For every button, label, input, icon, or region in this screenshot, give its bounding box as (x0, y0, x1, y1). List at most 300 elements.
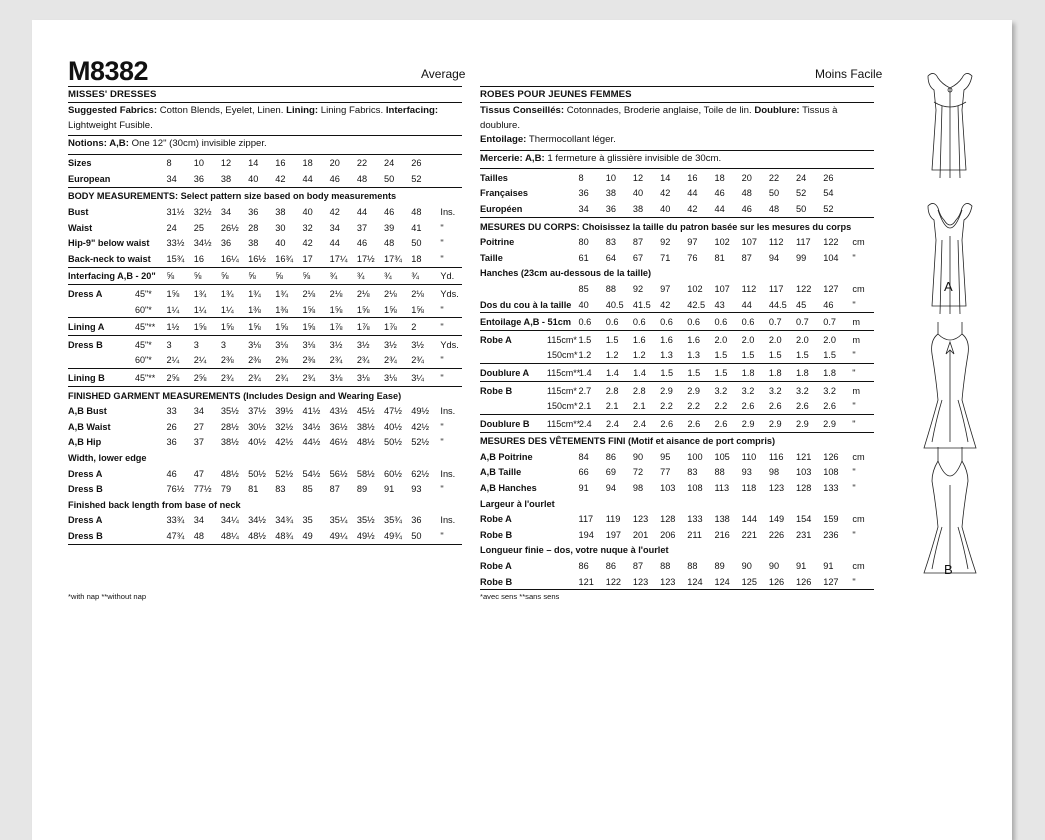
size-value: 0.6 (714, 317, 728, 328)
size-value: 1⅝ (220, 322, 234, 333)
row-label: Poitrine (480, 237, 515, 248)
size-value: 84 (578, 451, 589, 462)
fabric-width: 45"** (134, 322, 156, 333)
table-row (68, 337, 462, 353)
size-value: 40½ (248, 437, 266, 448)
size-value: 2.6 (687, 418, 701, 429)
size-value: 44 (687, 188, 698, 199)
size-value: 47¾ (166, 530, 185, 541)
size-value: 3½ (384, 339, 397, 350)
size-value: 40.5 (605, 299, 624, 310)
size-value: 3½ (356, 339, 370, 350)
row-label: Robe A (480, 514, 512, 525)
dress-a-back-sketch (928, 203, 972, 314)
size-value: 56½ (329, 468, 348, 479)
size-value: 40 (248, 173, 259, 184)
fabrics-paragraph (480, 103, 874, 150)
size-value: 43 (714, 299, 725, 310)
size-value: 2.7 (578, 385, 592, 396)
size-value: 194 (578, 529, 594, 540)
size-value: 45½ (356, 406, 375, 417)
row-label: European (68, 173, 111, 184)
notions-label: Mercerie: A,B: (480, 152, 545, 164)
fabric-width: 150cm* (546, 350, 578, 361)
size-value: 2.9 (823, 418, 836, 429)
size-value: 2.6 (714, 418, 728, 429)
size-value: 94 (605, 483, 616, 494)
size-value: 1.8 (768, 367, 782, 378)
table-row (68, 302, 462, 318)
size-value: 88 (687, 561, 698, 572)
size-value: 127 (823, 576, 839, 587)
size-value: 34 (220, 207, 232, 218)
size-value: 90 (768, 561, 780, 572)
row-label: Largeur à l'ourlet (480, 498, 555, 509)
size-value: 3⅛ (302, 339, 316, 350)
fabric-width: 60"* (134, 304, 152, 315)
size-value: 34 (193, 515, 204, 526)
size-value: 85 (302, 484, 313, 495)
size-value: 3.2 (714, 385, 728, 396)
table-row (68, 220, 462, 236)
size-value: 226 (768, 529, 785, 540)
size-value: 34½ (248, 515, 266, 526)
size-value: 47½ (384, 406, 402, 417)
size-value: 40 (275, 238, 286, 249)
size-value: 60½ (384, 468, 402, 479)
table-row (480, 348, 874, 364)
size-value: 22 (356, 158, 368, 169)
dress-a-front-sketch (928, 73, 972, 178)
row-label: Doublure A (480, 367, 530, 378)
size-value: 67 (632, 252, 644, 263)
size-value: 86 (605, 451, 616, 462)
size-value: 87 (632, 561, 644, 572)
table-row (480, 201, 874, 217)
size-value: 87 (632, 237, 644, 248)
size-value: 16¾ (275, 253, 294, 264)
size-value: 1.5 (605, 334, 619, 345)
unit: Yds. (440, 289, 459, 300)
size-value: 216 (714, 529, 730, 540)
table-row (480, 234, 874, 250)
size-value: 34¼ (220, 515, 239, 526)
fabric-width: 45"* (134, 339, 152, 350)
row-label: Hanches (23cm au-dessous de la taille) (480, 268, 652, 279)
size-value: 61 (578, 252, 589, 263)
size-value: 43½ (329, 406, 348, 417)
size-value: 14 (660, 172, 671, 183)
fabrics-paragraph (68, 103, 462, 135)
table-row (68, 466, 462, 482)
size-value: 44 (356, 207, 368, 218)
size-value: 3.2 (796, 385, 809, 396)
table-block (480, 168, 874, 217)
size-value: 1⅝ (329, 304, 343, 315)
size-value: 1¼ (193, 304, 207, 315)
size-value: 122 (605, 576, 622, 587)
size-value: 48½ (248, 530, 266, 541)
size-value: 28½ (220, 421, 239, 432)
interfacing-label: Entoilage: (480, 134, 527, 145)
lining-text: Tissus à doublure. (480, 105, 838, 131)
size-value: ¾ (329, 271, 338, 282)
size-value: 39½ (275, 406, 294, 417)
size-value: 197 (605, 529, 622, 540)
size-value: 124 (714, 576, 730, 587)
table-row (480, 543, 874, 559)
unit: " (440, 304, 444, 315)
unit: " (852, 418, 856, 429)
unit: cm (852, 283, 865, 294)
size-value: 149 (768, 514, 785, 525)
size-value: ⅝ (220, 271, 229, 282)
size-value: 52 (796, 188, 807, 199)
table-row (68, 319, 462, 335)
row-label: Bust (68, 207, 89, 218)
row-label: Françaises (480, 188, 529, 199)
unit: " (440, 421, 444, 432)
size-value: 2.1 (632, 401, 646, 412)
row-label: Longueur finie – dos, votre nuque à l'ourlet (480, 545, 669, 556)
size-value: 25 (193, 222, 204, 233)
size-value: 20 (741, 172, 752, 183)
size-value: 1.5 (741, 350, 755, 361)
size-value: 108 (823, 467, 839, 478)
size-value: 91 (578, 483, 589, 494)
size-value: 48¾ (275, 530, 294, 541)
size-value: 48¼ (220, 530, 239, 541)
size-value: 3⅛ (329, 373, 343, 384)
size-value: 102 (714, 237, 730, 248)
unit: Ins. (440, 406, 456, 417)
size-value: 36½ (329, 421, 348, 432)
table-block (480, 312, 874, 330)
size-value: 32½ (275, 421, 294, 432)
size-value: 236 (823, 529, 839, 540)
size-value: 36 (220, 238, 232, 249)
size-value: 36 (411, 515, 422, 526)
size-value: 110 (741, 451, 757, 462)
table-block (68, 154, 462, 187)
unit: m (852, 385, 861, 396)
unit: " (440, 238, 444, 249)
size-value: 100 (687, 451, 703, 462)
table-row (480, 250, 874, 266)
size-value: 1.5 (823, 350, 836, 361)
size-value: ⅝ (302, 271, 311, 282)
size-value: 119 (605, 514, 621, 525)
size-value: 2¾ (302, 373, 316, 384)
size-value: 123 (768, 483, 785, 494)
size-value: 32½ (193, 207, 212, 218)
size-value: 2.1 (605, 401, 619, 412)
size-value: 0.7 (796, 317, 809, 328)
size-value: 1⅜ (275, 304, 289, 315)
size-value: 159 (823, 514, 839, 525)
table-block-header: FINISHED GARMENT MEASUREMENTS (Includes Design and Wearing Ease) (68, 390, 402, 401)
table-row (68, 370, 462, 386)
size-value: 1.8 (741, 367, 755, 378)
size-value: 2.0 (714, 334, 728, 345)
size-value: 45 (796, 299, 807, 310)
size-value: 1½ (166, 322, 180, 333)
size-value: 1⅝ (384, 304, 397, 315)
size-value: 38 (275, 207, 286, 218)
size-value: 2¾ (384, 355, 397, 366)
size-value: 127 (823, 283, 839, 294)
size-value: 24 (166, 222, 177, 233)
size-value: 1⅝ (193, 322, 207, 333)
unit: Ins. (440, 468, 456, 479)
size-value: 17½ (356, 253, 375, 264)
size-value: 52 (823, 203, 834, 214)
size-value: 35¼ (329, 515, 348, 526)
size-value: 201 (632, 529, 649, 540)
size-value: 83 (687, 467, 698, 478)
size-value: 1⅝ (302, 322, 316, 333)
size-value: 1⅞ (329, 322, 343, 333)
size-value: 36 (166, 437, 177, 448)
size-value: 1.6 (687, 334, 701, 345)
size-value: 48 (384, 238, 395, 249)
size-value: 2⅝ (166, 373, 180, 384)
row-label: Européen (480, 203, 523, 214)
measurement-tables (480, 168, 874, 590)
size-value: 42 (687, 203, 698, 214)
row-label: Taille (480, 252, 503, 263)
size-value: 42 (660, 299, 671, 310)
size-value: 50½ (248, 468, 266, 479)
size-value: 62½ (411, 468, 430, 479)
size-value: 123 (632, 514, 649, 525)
size-value: 8 (166, 158, 172, 169)
table-row (68, 286, 462, 302)
size-value: 3 (193, 339, 199, 350)
size-value: 1.5 (687, 367, 701, 378)
table-row (480, 527, 874, 543)
size-value: 18 (302, 158, 313, 169)
size-value: 1⅜ (248, 304, 261, 315)
size-value: 49¾ (384, 530, 402, 541)
size-value: ¾ (384, 271, 392, 282)
size-value: 86 (578, 561, 589, 572)
row-label: Dress A (68, 289, 103, 300)
size-value: 27 (193, 421, 204, 432)
size-value: 50½ (384, 437, 402, 448)
size-value: 1⅝ (411, 304, 424, 315)
size-value: 17¼ (329, 253, 348, 264)
unit: Ins. (440, 207, 456, 218)
size-value: 26 (823, 172, 834, 183)
size-value: 1⅞ (384, 322, 397, 333)
size-value: 35½ (220, 406, 239, 417)
table-block (480, 381, 874, 414)
size-value: 1.2 (578, 350, 592, 361)
size-value: 48 (768, 203, 780, 214)
size-value: 2.9 (796, 418, 809, 429)
size-value: 58½ (356, 468, 375, 479)
size-value: 1¾ (220, 289, 234, 300)
size-value: 211 (687, 529, 702, 540)
size-value: 2⅛ (384, 289, 397, 300)
fabrics-text: Cotonnades, Broderie anglaise, Toile de lin. (566, 105, 752, 116)
fabric-width: 60"* (134, 355, 152, 366)
size-value: 3⅛ (384, 373, 397, 384)
size-value: 2.4 (578, 418, 592, 429)
size-value: 0.6 (687, 317, 701, 328)
size-value: 80 (578, 237, 589, 248)
size-value: 50 (411, 238, 422, 249)
size-value: 2¾ (248, 373, 261, 384)
size-value: 39 (384, 222, 395, 233)
size-value: 0.7 (768, 317, 782, 328)
size-value: 34½ (302, 421, 321, 432)
notions-paragraph (480, 150, 874, 169)
table-row (480, 511, 874, 527)
size-value: 93 (741, 467, 752, 478)
size-value: 48½ (356, 437, 375, 448)
unit: " (440, 530, 444, 541)
size-value: 2.2 (687, 401, 701, 412)
size-value: 17 (302, 253, 313, 264)
size-value: 76½ (166, 484, 185, 495)
size-value: 124 (687, 576, 703, 587)
row-label: Hip-9" below waist (68, 238, 150, 249)
size-value: 48 (411, 207, 422, 218)
size-value: 1⅝ (248, 322, 261, 333)
unit: cm (852, 514, 865, 525)
size-value: 133 (687, 514, 703, 525)
size-value: 2¾ (356, 355, 370, 366)
size-value: 86 (605, 561, 616, 572)
size-value: 72 (632, 467, 644, 478)
table-row (68, 513, 462, 529)
lining-label: Doublure: (754, 105, 800, 116)
table-row (480, 416, 874, 432)
difficulty-en: Average (421, 67, 466, 81)
difficulty-fr: Moins Facile (815, 67, 883, 81)
size-value: 206 (660, 529, 676, 540)
table-row (68, 251, 462, 267)
table-row (480, 170, 874, 186)
size-value: 3.2 (741, 385, 755, 396)
size-value: 12 (220, 158, 232, 169)
size-value: 48 (356, 173, 368, 184)
row-label: Entoilage A,B - 51cm (480, 317, 572, 328)
size-value: 2¼ (193, 355, 207, 366)
row-label: Robe B (480, 385, 513, 396)
size-value: 95 (660, 451, 671, 462)
size-value: 2.8 (632, 385, 646, 396)
size-value: ⅝ (166, 271, 175, 282)
size-value: 14 (248, 158, 259, 169)
size-value: 1⅝ (275, 322, 289, 333)
size-value: 44 (714, 203, 725, 214)
size-value: 46½ (329, 437, 348, 448)
table-block (68, 368, 462, 386)
row-label: Dress A (68, 515, 103, 526)
table-row (480, 465, 874, 481)
unit: Yd. (440, 271, 455, 282)
size-value: 81 (714, 252, 725, 263)
size-value: 24 (796, 172, 807, 183)
size-value: 87 (329, 484, 340, 495)
size-value: 144 (741, 514, 757, 525)
view-b-label: B (944, 562, 953, 577)
size-value: 42 (329, 207, 340, 218)
size-value: 121 (578, 576, 594, 587)
size-value: 3½ (411, 339, 424, 350)
size-value: 46 (741, 203, 752, 214)
table-row (480, 266, 874, 282)
size-value: 18 (714, 172, 725, 183)
size-value: 93 (411, 484, 422, 495)
table-row (480, 314, 874, 330)
notions-paragraph (68, 135, 462, 154)
row-label: Robe A (480, 561, 512, 572)
size-value: 2.4 (633, 418, 646, 429)
table-row (480, 365, 874, 381)
size-value: 37 (356, 222, 368, 233)
size-value: 35¾ (384, 515, 402, 526)
interfacing-text: Thermocollant léger. (528, 134, 616, 145)
size-value: 10 (605, 172, 616, 183)
table-row (68, 419, 462, 435)
table-row (68, 497, 462, 513)
size-value: 49¼ (329, 530, 348, 541)
size-value: 46 (166, 468, 177, 479)
size-value: 2.9 (741, 418, 755, 429)
size-value: ⅝ (248, 271, 256, 282)
unit: Ins. (440, 515, 456, 526)
fabric-width: 45"* (134, 289, 152, 300)
size-value: 71 (660, 252, 671, 263)
size-value: 36 (193, 173, 204, 184)
row-label: A,B Bust (68, 406, 107, 417)
size-value: 1¾ (193, 289, 207, 300)
size-value: 66 (578, 467, 589, 478)
size-value: 2.6 (796, 401, 809, 412)
size-value: 34½ (193, 238, 212, 249)
size-value: 3⅛ (275, 339, 289, 350)
size-value: 34 (166, 173, 177, 184)
size-value: ⅝ (193, 271, 202, 282)
unit: " (852, 576, 856, 587)
size-value: 32 (302, 222, 313, 233)
size-value: 117 (578, 514, 594, 525)
size-value: 50 (768, 188, 780, 199)
size-value: 12 (632, 172, 644, 183)
size-value: 91 (823, 561, 834, 572)
table-row (480, 297, 874, 313)
size-value: 31½ (166, 207, 185, 218)
size-value: 88 (660, 561, 671, 572)
row-label: A,B Hanches (480, 483, 537, 494)
table-bottom-rule (68, 544, 462, 545)
french-column (480, 86, 874, 590)
size-value: 1¾ (275, 289, 289, 300)
size-value: 1.6 (632, 334, 646, 345)
row-label: Robe B (480, 529, 513, 540)
fabric-width: 45"** (134, 373, 156, 384)
row-label: Back-neck to waist (68, 253, 151, 264)
size-value: 98 (768, 467, 780, 478)
row-label: A,B Waist (68, 421, 111, 432)
table-row (68, 403, 462, 419)
row-label: Doublure B (480, 418, 530, 429)
size-value: 88 (714, 467, 725, 478)
